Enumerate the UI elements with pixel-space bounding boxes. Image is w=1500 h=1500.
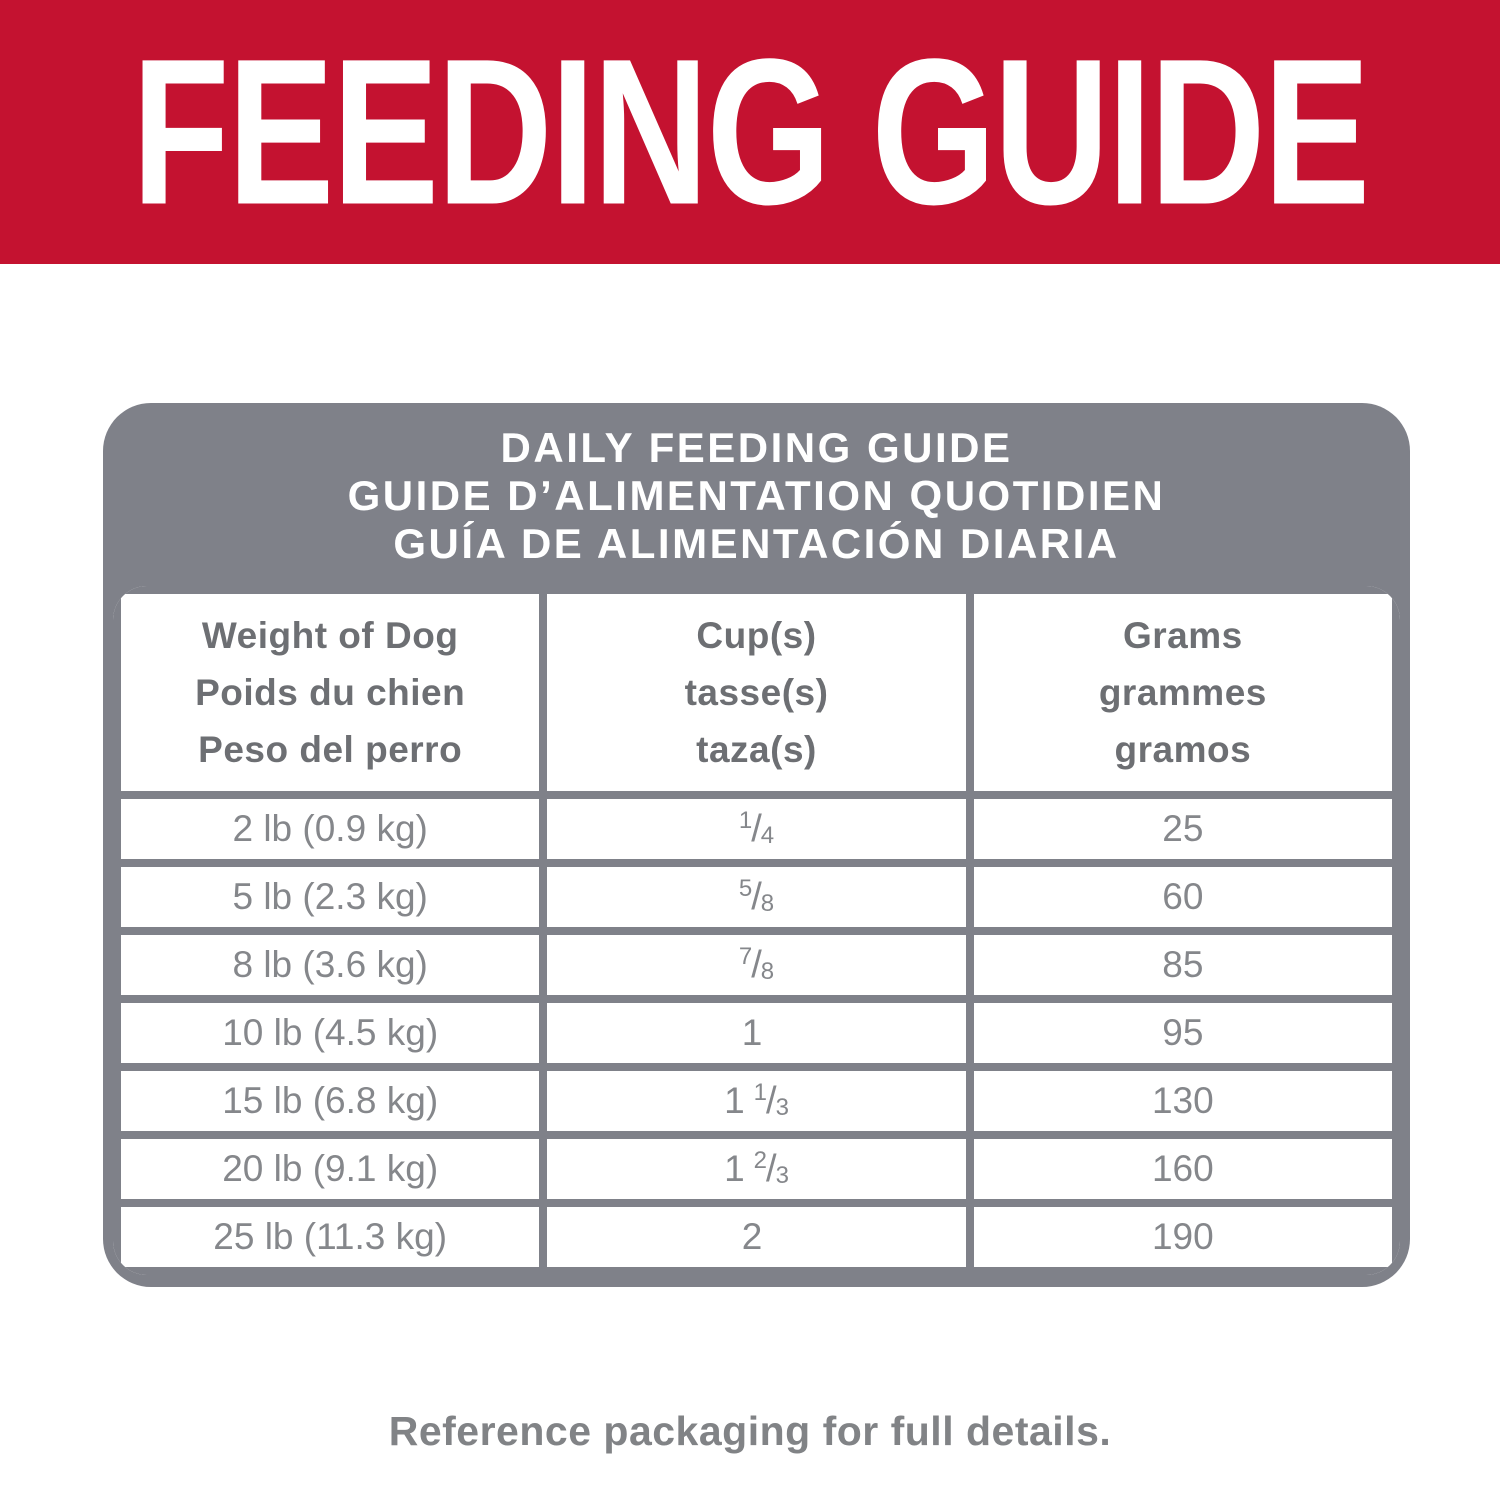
cell-weight: 25 lb (11.3 kg) (117, 1203, 543, 1271)
panel-title (103, 403, 1410, 586)
feeding-guide-panel (103, 403, 1410, 1287)
column-header-line: Weight of Dog (201, 615, 459, 656)
feeding-table (113, 586, 1400, 1275)
cell-weight: 15 lb (6.8 kg) (117, 1067, 543, 1135)
cell-cups (543, 1135, 969, 1203)
cell-cups (543, 795, 969, 863)
cups-whole: 1 (741, 1012, 763, 1053)
table-row (117, 1203, 1396, 1271)
cell-cups (543, 1203, 969, 1271)
fraction-slash-icon: / (766, 1148, 777, 1190)
cell-cups (543, 999, 969, 1067)
feeding-table-container (113, 586, 1400, 1275)
cups-whole: 1 (724, 1148, 745, 1189)
cell-cups (543, 863, 969, 931)
column-header-line: taza(s) (696, 729, 817, 770)
cell-grams: 160 (970, 1135, 1396, 1203)
table-row (117, 1135, 1396, 1203)
header-row (117, 590, 1396, 795)
table-row (117, 863, 1396, 931)
column-header-line: Grams (1122, 615, 1243, 656)
cell-weight: 8 lb (3.6 kg) (117, 931, 543, 999)
cell-grams: 25 (970, 795, 1396, 863)
column-header-grams (970, 590, 1396, 795)
panel-title-line-en: DAILY FEEDING GUIDE (500, 424, 1013, 471)
panel-title-line-fr: GUIDE D’ALIMENTATION QUOTIDIEN (347, 472, 1166, 519)
column-header-cups (543, 590, 969, 795)
cell-grams: 190 (970, 1203, 1396, 1271)
cups-whole: 2 (741, 1216, 763, 1257)
footer-note: Reference packaging for full details. (388, 1408, 1112, 1454)
banner (0, 0, 1500, 264)
cell-weight: 2 lb (0.9 kg) (117, 795, 543, 863)
fraction-slash-icon: / (751, 944, 762, 986)
column-header-line: Cup(s) (696, 615, 817, 656)
cups-fraction: $^7$/8 (738, 943, 775, 986)
column-header-line: Poids du chien (195, 672, 466, 713)
banner-title: FEEDING GUIDE (131, 15, 1369, 248)
cell-weight: 20 lb (9.1 kg) (117, 1135, 543, 1203)
cell-grams: 130 (970, 1067, 1396, 1135)
cups-whole: 1 (724, 1080, 745, 1121)
cell-grams: 95 (970, 999, 1396, 1067)
cups-fraction: $^1$/3 (753, 1079, 789, 1122)
table-row (117, 1067, 1396, 1135)
cell-weight: 10 lb (4.5 kg) (117, 999, 543, 1067)
cell-cups (543, 931, 969, 999)
cell-cups (543, 1067, 969, 1135)
fraction-slash-icon: / (766, 1080, 777, 1122)
column-header-line: gramos (1114, 729, 1252, 770)
cups-fraction: $^2$/3 (753, 1147, 789, 1190)
panel-title-line-es: GUÍA DE ALIMENTACIÓN DIARIA (393, 520, 1120, 567)
column-header-line: grammes (1098, 672, 1267, 713)
cups-fraction: $^5$/8 (738, 875, 775, 918)
cell-weight: 5 lb (2.3 kg) (117, 863, 543, 931)
table-row (117, 931, 1396, 999)
column-header-weight (117, 590, 543, 795)
column-header-line: tasse(s) (684, 672, 829, 713)
column-header-line: Peso del perro (198, 729, 463, 770)
fraction-slash-icon: / (751, 876, 762, 918)
cups-fraction: $^1$/4 (738, 807, 775, 850)
cell-grams: 85 (970, 931, 1396, 999)
table-row (117, 795, 1396, 863)
cell-grams: 60 (970, 863, 1396, 931)
table-row (117, 999, 1396, 1067)
fraction-slash-icon: / (751, 808, 762, 850)
